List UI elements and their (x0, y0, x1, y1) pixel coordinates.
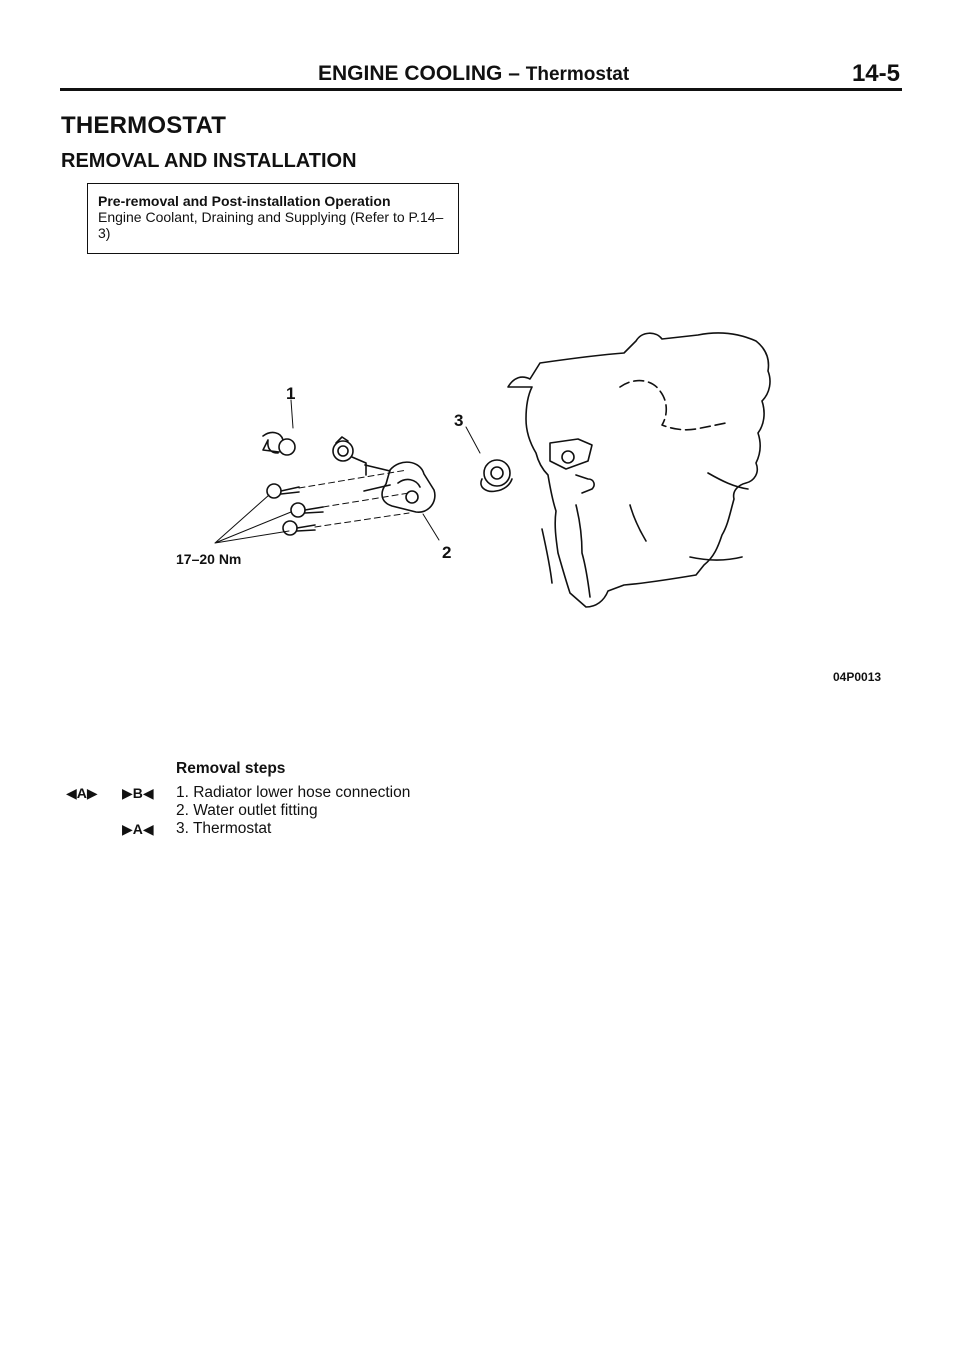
step-2-text: 2. Water outlet fitting (176, 802, 318, 819)
step-3-text: 3. Thermostat (176, 820, 272, 837)
torque-label: 17–20 Nm (176, 551, 242, 567)
removal-step-2 (0, 802, 600, 820)
installation-service-mark: ▶A◀ (122, 821, 154, 837)
thermostat-illustration (481, 460, 512, 491)
note-heading: Pre-removal and Post-installation Operation (98, 193, 391, 209)
removal-step-3 (0, 820, 600, 838)
engine-block-illustration (508, 333, 770, 607)
page-number: 14-5 (851, 60, 900, 87)
removal-service-mark: ◀A▶ (66, 785, 98, 801)
hose-clamp-illustration (263, 433, 366, 475)
header-section: ENGINE COOLING (318, 62, 503, 85)
page-title: THERMOSTAT (61, 112, 227, 139)
step-1-text: 1. Radiator lower hose connection (176, 784, 411, 801)
pre-removal-note-box (87, 183, 459, 254)
step-1-service-marks (66, 784, 168, 802)
running-header (60, 58, 902, 91)
callout-2: 2 (442, 543, 452, 562)
callout-3: 3 (454, 411, 464, 430)
header-subsection: Thermostat (525, 64, 630, 85)
header-section-title (318, 62, 629, 86)
step-3-service-marks (66, 820, 168, 838)
section-title: REMOVAL AND INSTALLATION (61, 150, 357, 172)
header-separator: – (508, 62, 520, 85)
figure-code: 04P0013 (833, 670, 882, 684)
installation-service-mark: ▶B◀ (122, 785, 154, 801)
water-outlet-fitting-illustration (364, 462, 435, 512)
thermostat-exploded-diagram (160, 295, 900, 695)
note-body: Engine Coolant, Draining and Supplying (Refer to P.14–3) (98, 209, 444, 241)
bolts-illustration (267, 484, 323, 535)
diagram-drawing (160, 295, 900, 695)
removal-steps-heading: Removal steps (176, 760, 286, 777)
removal-step-1 (0, 784, 600, 802)
callout-1: 1 (286, 384, 296, 403)
